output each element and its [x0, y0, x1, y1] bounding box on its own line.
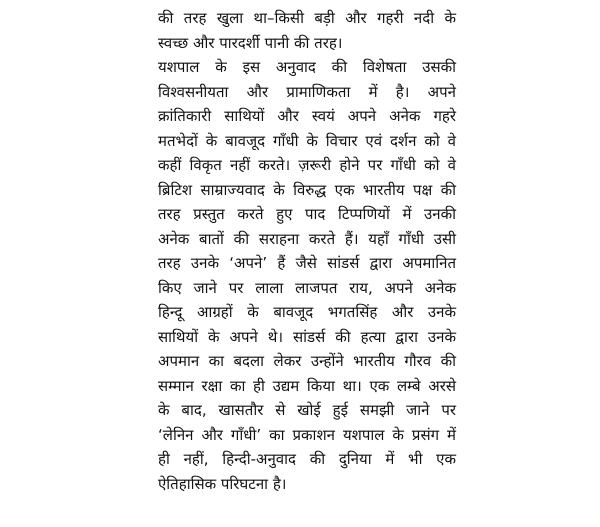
text-line: के बाद, खासतौर से खोई हुई समझी जाने पर	[158, 401, 456, 419]
paragraph-2	[158, 55, 456, 496]
text-line: की तरह खुला था–किसी बड़ी और गहरी नदी के	[158, 9, 456, 27]
text-line: ऐतिहासिक परिघटना है।	[158, 474, 287, 493]
text-line: ही नहीं, हिन्दी-अनुवाद की दुनिया में भी एक	[158, 450, 456, 468]
text-line: अपमान का बदला लेकर उन्होंने भारतीय गौरव की	[158, 352, 456, 370]
text-line: तरह उनके ‘अपने’ हैं जैसे सांडर्स द्वारा अपमानित	[158, 254, 456, 272]
text-line: तरह प्रस्तुत करते हुए पाद टिप्पणियों में उनकी	[158, 205, 456, 223]
text-line: अनेक बातों की सराहना करते हैं। यहाँ गाँधी उसी	[158, 229, 456, 248]
text-line: साथियों के अपने थे। सांडर्स की हत्या द्वारा उनके	[158, 327, 456, 346]
text-line: किए जाने पर लाला लाजपत राय, अपने अनेक	[158, 278, 456, 297]
text-line: ब्रिटिश साम्राज्यवाद के विरुद्ध एक भारतीय पक्ष की	[158, 180, 456, 199]
paragraph-1	[158, 6, 456, 55]
text-line: यशपाल के इस अनुवाद की विशेषता उसकी	[158, 58, 456, 76]
text-line: विश्वसनीयता और प्रामाणिकता में है। अपने	[158, 82, 456, 101]
text-line: स्वच्छ और पारदर्शी पानी की तरह।	[158, 33, 343, 52]
text-line: मतभेदों के बावजूद गाँधी के विचार एवं दर्शन को वे	[158, 131, 456, 150]
text-line: सम्मान रक्षा का ही उद्यम किया था। एक लम्बे अरसे	[158, 376, 456, 395]
text-line: ‘लेनिन और गाँधी’ का प्रकाशन यशपाल के प्रसंग में	[158, 425, 456, 444]
text-line: क्रांतिकारी साथियों और स्वयं अपने अनेक गहरे	[158, 107, 456, 125]
document-page	[158, 6, 456, 496]
text-line: कहीं विकृत नहीं करते। ज़रूरी होने पर गाँधी को वे	[158, 156, 456, 174]
text-line: हिन्दू आग्रहों के बावजूद भगतसिंह और उनके	[158, 303, 456, 321]
